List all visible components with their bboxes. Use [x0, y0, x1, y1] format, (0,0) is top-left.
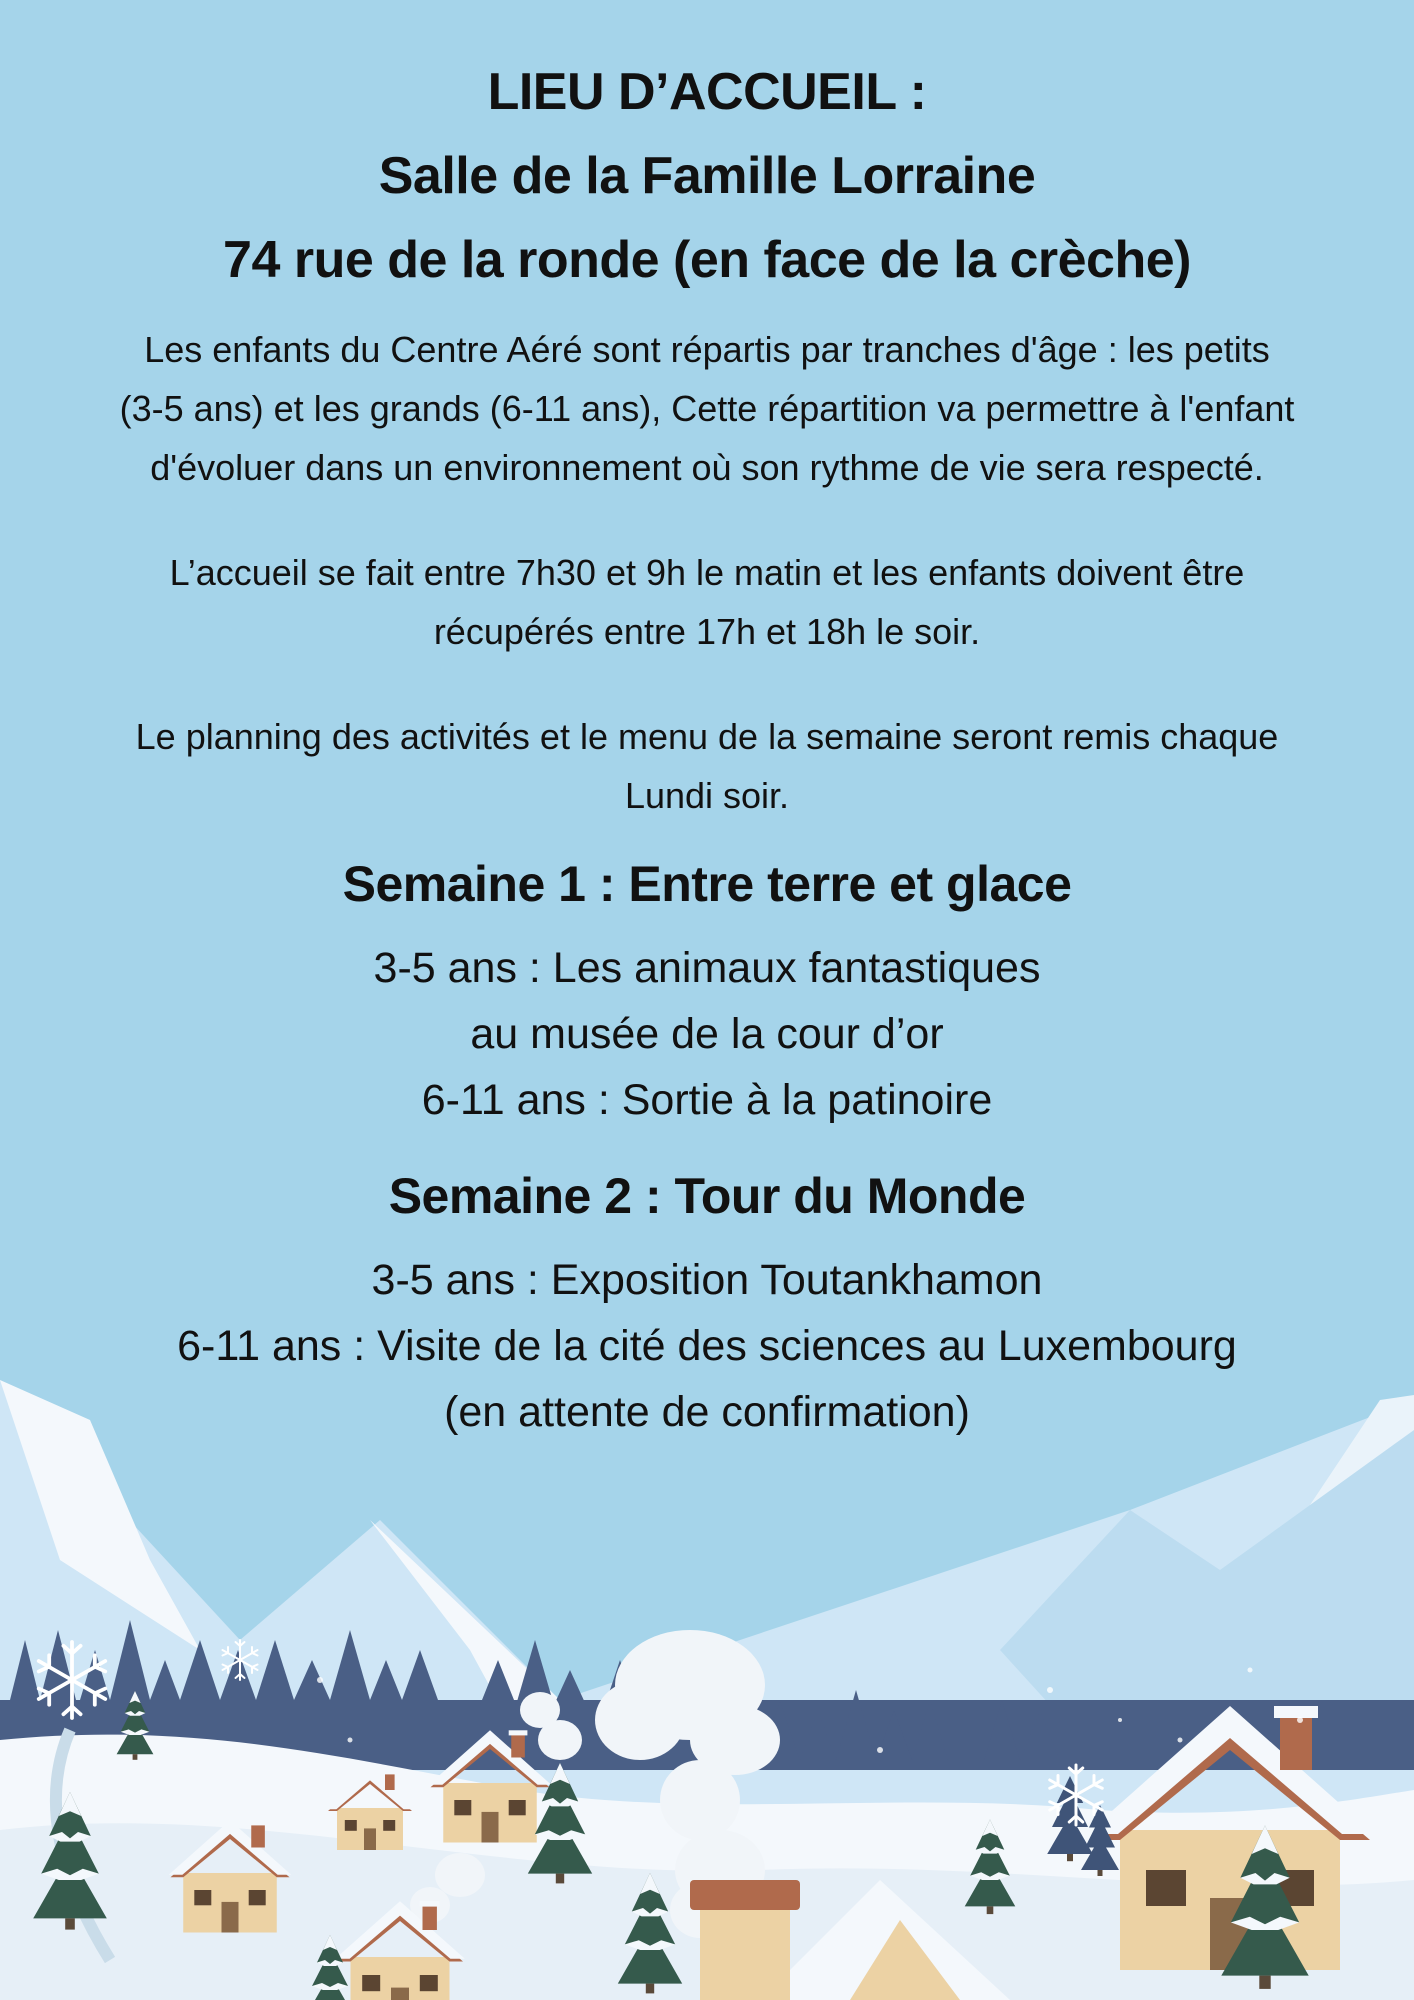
week2-title: Semaine 2 : Tour du Monde — [388, 1168, 1026, 1224]
planning-line: Lundi soir. — [624, 775, 790, 816]
hours-line: récupérés entre 17h et 18h le soir. — [433, 611, 981, 652]
week2-activity: (en attente de confirmation) — [444, 1388, 970, 1436]
intro-line: (3-5 ans) et les grands (6-11 ans), Cette répartition va permettre à l'enfant — [119, 388, 1295, 429]
week2-activity: 6-11 ans : Visite de la cité des sciences au Luxembourg — [177, 1322, 1237, 1370]
week1-activity: 3-5 ans : Les animaux fantastiques — [373, 944, 1041, 992]
week1-activity: 6-11 ans : Sortie à la patinoire — [421, 1076, 993, 1124]
intro-line: Les enfants du Centre Aéré sont répartis par tranches d'âge : les petits — [144, 329, 1270, 370]
venue-address: 74 rue de la ronde (en face de la crèche) — [223, 231, 1191, 289]
intro-line: d'évoluer dans un environnement où son rythme de vie sera respecté. — [150, 447, 1264, 488]
week2-activity: 3-5 ans : Exposition Toutankhamon — [371, 1256, 1043, 1304]
week1-activity: au musée de la cour d’or — [470, 1010, 944, 1058]
planning-line: Le planning des activités et le menu de la semaine seront remis chaque — [135, 716, 1279, 757]
location-label: LIEU D’ACCUEIL : — [487, 63, 927, 121]
venue-name: Salle de la Famille Lorraine — [378, 147, 1036, 205]
hours-line: L’accueil se fait entre 7h30 et 9h le matin et les enfants doivent être — [169, 552, 1245, 593]
week1-title: Semaine 1 : Entre terre et glace — [342, 856, 1072, 912]
